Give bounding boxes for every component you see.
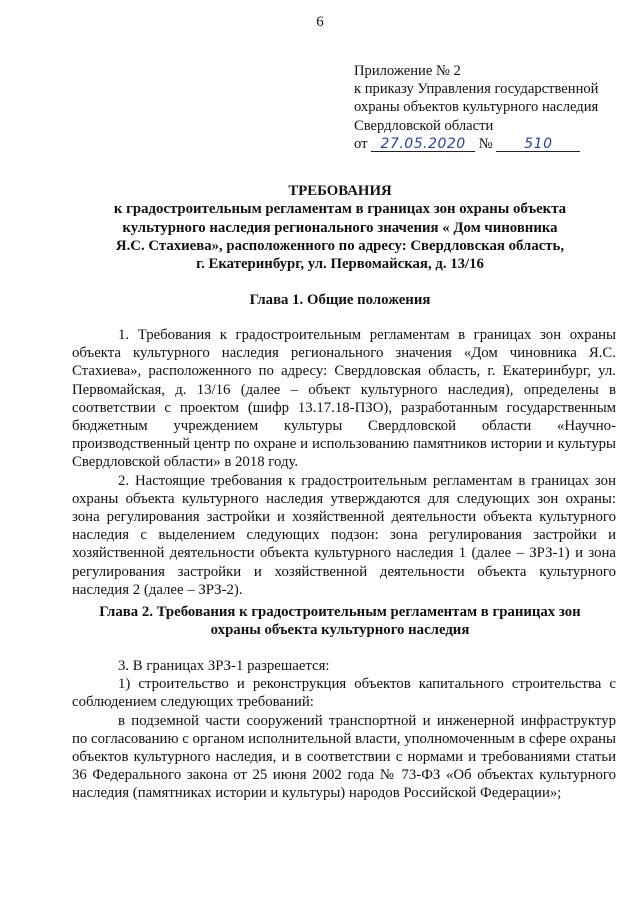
chapter2-title-line: Глава 2. Требования к градостроительным регламентам в границах зон — [99, 604, 581, 620]
number-prefix: № — [478, 135, 493, 152]
title-line: культурного наследия регионального значения « Дом чиновника — [122, 219, 558, 236]
appendix-block — [354, 62, 636, 153]
chapter1-body — [72, 326, 616, 599]
page-number: 6 — [316, 14, 324, 30]
chapter2-body — [72, 657, 616, 803]
title-line: к градостроительным регламентам в границах зон охраны объекта — [113, 201, 567, 218]
paragraph-1: 1. Требования к градостроительным регламентам в границах зон охраны объекта культурного наследия регионального значения «Дом чиновника Я.С. Стахиева», расположенного по адресу: Свердловская область, г. Екатеринбург, ул. Первомайская, д. 13/16 (далее – объект культурного наследия), определены в соответствии с проектом (шифр 13.17.18-ПЗО), разработанным государственным бюджетным учреждением культуры Свердловской области «Научно-производственный центр по охране и использованию памятников истории и культуры Свердловской области» в 2018 году. — [72, 327, 616, 471]
handwritten-number: 510 — [496, 137, 580, 152]
date-prefix: от — [354, 135, 368, 152]
appendix-line: к приказу Управления государственной — [354, 81, 599, 98]
title-line: г. Екатеринбург, ул. Первомайская, д. 13/16 — [196, 256, 484, 273]
title-heading: ТРЕБОВАНИЯ — [288, 183, 392, 199]
appendix-date-line — [354, 135, 636, 153]
paragraph-3: 3. В границах ЗРЗ-1 разрешается: — [118, 658, 330, 674]
chapter2-title-line: охраны объекта культурного наследия — [210, 622, 470, 639]
handwritten-date: 27.05.2020 — [371, 137, 475, 152]
appendix-line: Приложение № 2 — [354, 63, 461, 79]
paragraph-5: в подземной части сооружений транспортной и инженерной инфраструктур по согласованию с органом исполнительной власти, уполномоченным в сфере охраны объектов культурного наследия, и в соответствии с нормами и требованиями статьи 36 Федерального закона от 25 июня 2002 года № 73-ФЗ «Об объектах культурного наследия (памятниках истории и культуры) народов Российской Федерации»; — [72, 712, 616, 802]
appendix-line: Свердловской области — [354, 117, 494, 134]
title-line: Я.С. Стахиева», расположенного по адресу: Свердловская область, — [115, 237, 565, 254]
appendix-line: охраны объектов культурного наследия — [354, 99, 599, 116]
document-title — [60, 182, 620, 273]
chapter1-title: Глава 1. Общие положения — [249, 292, 431, 308]
chapter2-title — [60, 603, 620, 640]
paragraph-4: 1) строительство и реконструкция объектов капитального строительства с соблюдением следующих требований: — [72, 676, 616, 711]
paragraph-2: 2. Настоящие требования к градостроительным регламентам в границах зон охраны объекта культурного наследия утверждаются для следующих зон охраны: зона регулирования застройки и хозяйственной деятельности объекта культурного наследия с выделением следующих подзон: зона регулирования застройки и хозяйственной деятельности объекта культурного наследия 1 (далее – ЗРЗ-1) и зона регулирования застройки и хозяйственной деятельности объекта культурного наследия 2 (далее – ЗРЗ-2). — [72, 472, 616, 598]
